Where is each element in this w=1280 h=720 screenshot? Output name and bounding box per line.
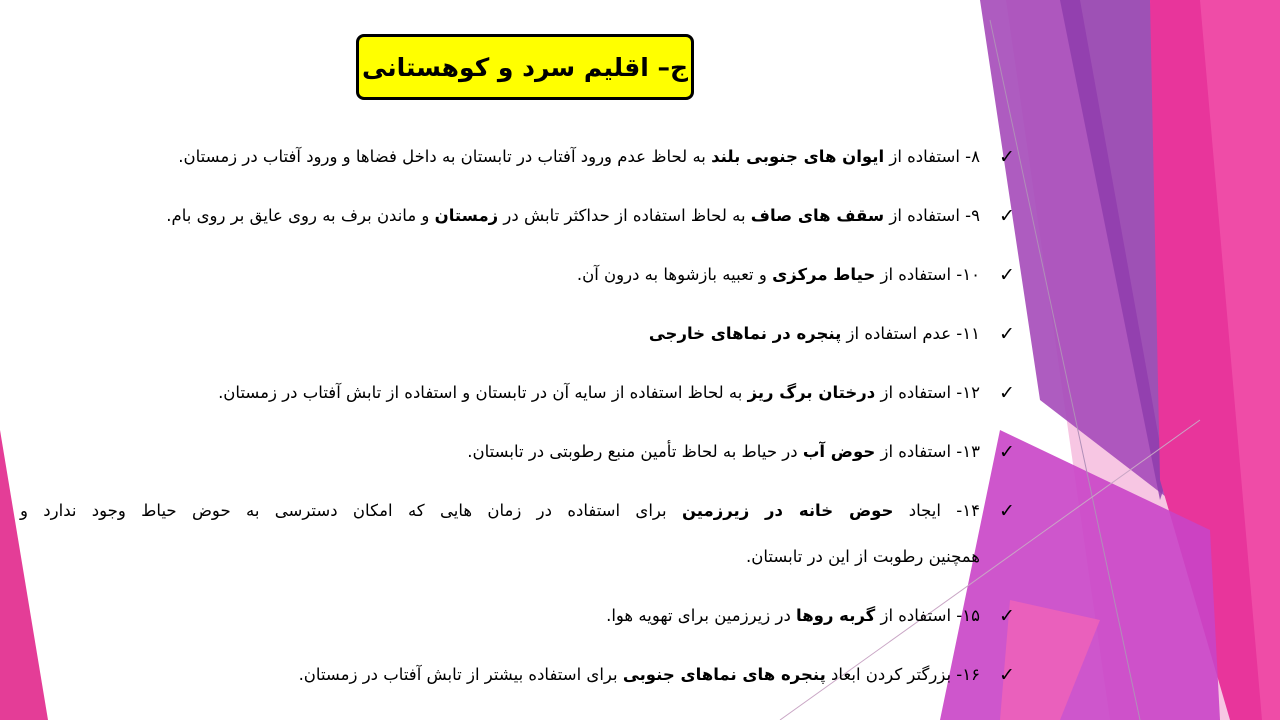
bullet-item <box>20 660 1018 700</box>
check-mark-icon: ✓ <box>999 441 1015 463</box>
check-mark-icon: ✓ <box>999 500 1015 522</box>
check-mark-icon: ✓ <box>999 146 1015 168</box>
bullet-text: ۱۴- ایجاد حوض خانه در زیرزمین برای استفاده در زمان هایی که امکان دسترسی به حوض حیاط وجود ندارد و <box>20 501 980 520</box>
bullet-text: ۱۲- استفاده از درختان برگ ریز به لحاظ استفاده از سایه آن در تابستان و استفاده از تابش آفتاب در زمستان. <box>218 383 980 402</box>
bullet-item <box>20 437 1018 477</box>
check-mark-icon: ✓ <box>999 382 1015 404</box>
bullet-item <box>20 201 1018 241</box>
bullet-item <box>20 142 1018 182</box>
check-mark-icon: ✓ <box>999 664 1015 686</box>
bullet-text: ۱۶- بزرگتر کردن ابعاد پنجره های نماهای جنوبی برای استفاده بیشتر از تابش آفتاب در زمستان. <box>298 665 980 684</box>
bullet-list <box>20 0 1018 720</box>
bullet-item <box>20 260 1018 300</box>
bullet-text: ۱۳- استفاده از حوض آب در حیاط به لحاظ تأمین منبع رطوبتی در تابستان. <box>467 442 980 461</box>
bullet-text: ۱۰- استفاده از حیاط مرکزی و تعبیه بازشوها به درون آن. <box>576 265 980 284</box>
bullet-text: ۱۵- استفاده از گربه روها در زیرزمین برای تهویه هوا. <box>606 606 980 625</box>
bullet-item <box>20 319 1018 359</box>
bullet-text: ۱۱- عدم استفاده از پنجره در نماهای خارجی <box>648 324 980 343</box>
check-mark-icon: ✓ <box>999 323 1015 345</box>
slide-title: ج– اقلیم سرد و کوهستانی <box>361 52 689 82</box>
bullet-text-continued: همچنین رطوبت از این در تابستان. <box>746 547 980 566</box>
bullet-text: ۹- استفاده از سقف های صاف به لحاظ استفاده از حداکثر تابش در زمستان و ماندن برف به روی عایق بر روی بام. <box>166 206 980 225</box>
check-mark-icon: ✓ <box>999 264 1015 286</box>
bullet-item <box>20 378 1018 418</box>
check-mark-icon: ✓ <box>999 605 1015 627</box>
bullet-text: ۸- استفاده از ایوان های جنوبی بلند به لحاظ عدم ورود آفتاب در تابستان به داخل فضاها و ورود آفتاب در زمستان. <box>178 147 980 166</box>
check-mark-icon: ✓ <box>999 205 1015 227</box>
bullet-item <box>20 496 1018 586</box>
bullet-item <box>20 601 1018 641</box>
